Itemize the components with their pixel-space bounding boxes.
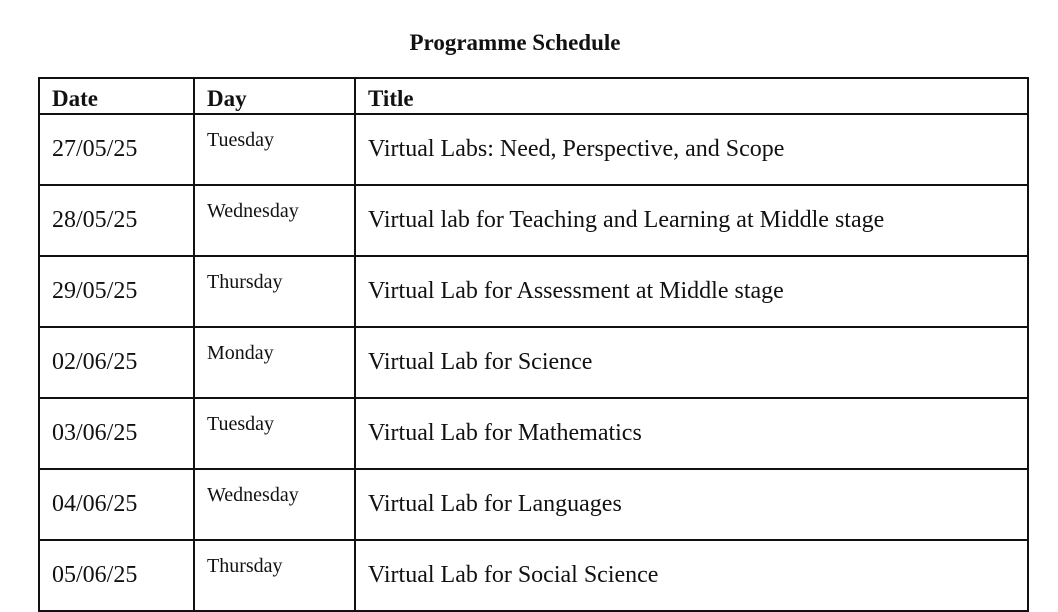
title-cell: Virtual Lab for Mathematics: [355, 398, 1028, 469]
table-row: [39, 469, 1028, 540]
title-cell: Virtual Lab for Assessment at Middle stage: [355, 256, 1028, 327]
title-cell: Virtual Lab for Science: [355, 327, 1028, 398]
date-cell: 29/05/25: [39, 256, 194, 327]
table-row: [39, 185, 1028, 256]
table-row: [39, 540, 1028, 611]
date-cell: 04/06/25: [39, 469, 194, 540]
column-header-date: Date: [39, 78, 194, 114]
title-cell: Virtual Labs: Need, Perspective, and Scope: [355, 114, 1028, 185]
title-cell: Virtual Lab for Languages: [355, 469, 1028, 540]
table-row: [39, 398, 1028, 469]
day-cell: Thursday: [194, 540, 355, 611]
column-header-day: Day: [194, 78, 355, 114]
day-cell: Wednesday: [194, 469, 355, 540]
title-cell: Virtual Lab for Social Science: [355, 540, 1028, 611]
date-cell: 05/06/25: [39, 540, 194, 611]
table-row: [39, 114, 1028, 185]
page-title: Programme Schedule: [409, 30, 621, 55]
table-row: [39, 256, 1028, 327]
date-cell: 28/05/25: [39, 185, 194, 256]
day-cell: Monday: [194, 327, 355, 398]
date-cell: 03/06/25: [39, 398, 194, 469]
day-cell: Thursday: [194, 256, 355, 327]
day-cell: Tuesday: [194, 398, 355, 469]
title-cell: Virtual lab for Teaching and Learning at Middle stage: [355, 185, 1028, 256]
day-cell: Wednesday: [194, 185, 355, 256]
date-cell: 27/05/25: [39, 114, 194, 185]
column-header-title: Title: [355, 78, 1028, 114]
table-row: [39, 327, 1028, 398]
header-row: [39, 78, 1028, 114]
day-cell: Tuesday: [194, 114, 355, 185]
schedule-table: [38, 77, 1029, 612]
date-cell: 02/06/25: [39, 327, 194, 398]
